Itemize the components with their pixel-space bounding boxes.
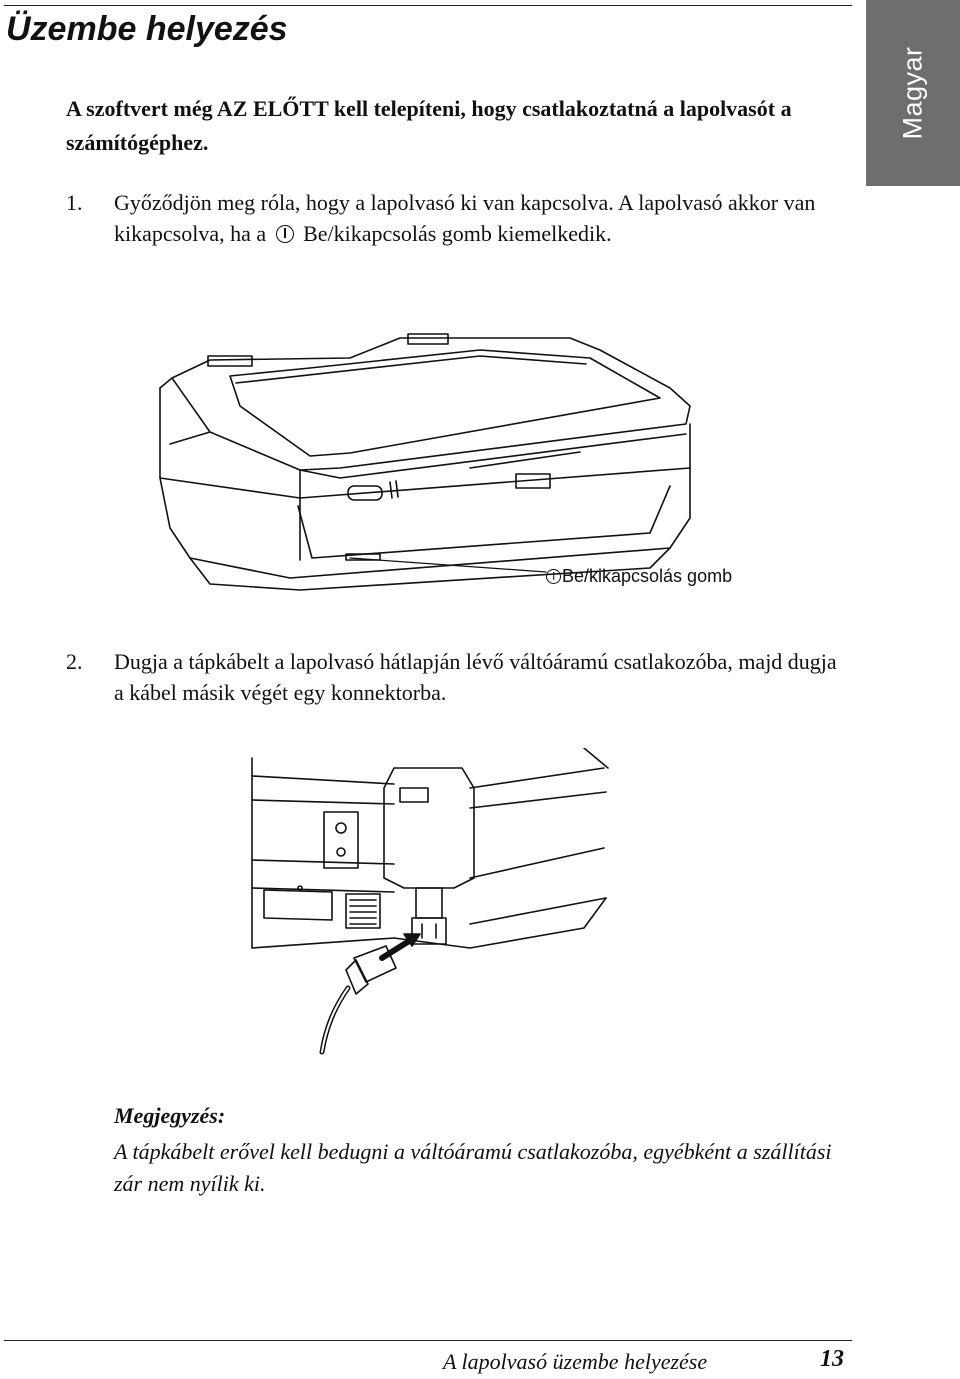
scanner-illustration	[150, 328, 710, 598]
step-number: 2.	[66, 649, 83, 674]
panel-port-icon	[336, 823, 346, 833]
power-cable	[322, 988, 348, 1052]
language-tab	[866, 0, 960, 186]
ac-inlet-plug	[416, 888, 442, 918]
panel-screw-icon	[337, 848, 345, 856]
scanner-lid	[172, 338, 690, 470]
step-text: Dugja a tápkábelt a lapolvasó hátlapján lévő váltóáramú csatlakozóba, majd dugja a kábel másik végét egy konnektorba.	[114, 649, 837, 705]
hinge-right	[408, 334, 448, 344]
power-icon	[276, 225, 294, 243]
step-2	[66, 646, 836, 716]
language-tab-label: Magyar	[897, 46, 928, 140]
step-number: 1.	[66, 190, 83, 215]
callout-label: Be/kikapcsolás gomb	[562, 566, 733, 586]
scanner-front-panel	[298, 486, 670, 558]
header-rule	[4, 5, 852, 6]
note-text: A tápkábelt erővel kell bedugni a váltóáramú csatlakozóba, egyébként a szállítási zár nem nyílik ki.	[114, 1139, 832, 1196]
page-number: 13	[820, 1346, 844, 1372]
page-title: Üzembe helyezés	[6, 10, 288, 48]
scanner-document-glass	[230, 350, 660, 456]
label-plate	[264, 890, 332, 920]
note-heading: Megjegyzés:	[114, 1103, 226, 1128]
footer-section-title: A lapolvasó üzembe helyezése	[443, 1349, 708, 1374]
step-1	[66, 187, 836, 287]
lock-latch	[400, 788, 428, 802]
power-button-callout	[546, 566, 732, 587]
hinge-left	[208, 356, 252, 366]
vent-grille	[346, 894, 380, 928]
interface-panel	[324, 812, 358, 868]
install-warning: A szoftvert még AZ ELŐTT kell telepíteni, hogy csatlakoztatná a lapolvasót a számítógéphez.	[66, 96, 792, 155]
power-icon	[546, 569, 561, 584]
step-text-before-icon: Győződjön meg róla, hogy a lapolvasó ki van kapcsolva. A lapolvasó akkor van kikapcsolva, ha a	[114, 190, 816, 246]
transport-lock-cover	[384, 768, 474, 888]
step-text	[114, 187, 844, 249]
power-cable-illustration	[244, 748, 610, 1058]
ac-inlet-socket	[412, 918, 446, 944]
footer-rule	[4, 1340, 852, 1341]
step-text-after-icon: Be/kikapcsolás gomb kiemelkedik.	[297, 221, 612, 246]
